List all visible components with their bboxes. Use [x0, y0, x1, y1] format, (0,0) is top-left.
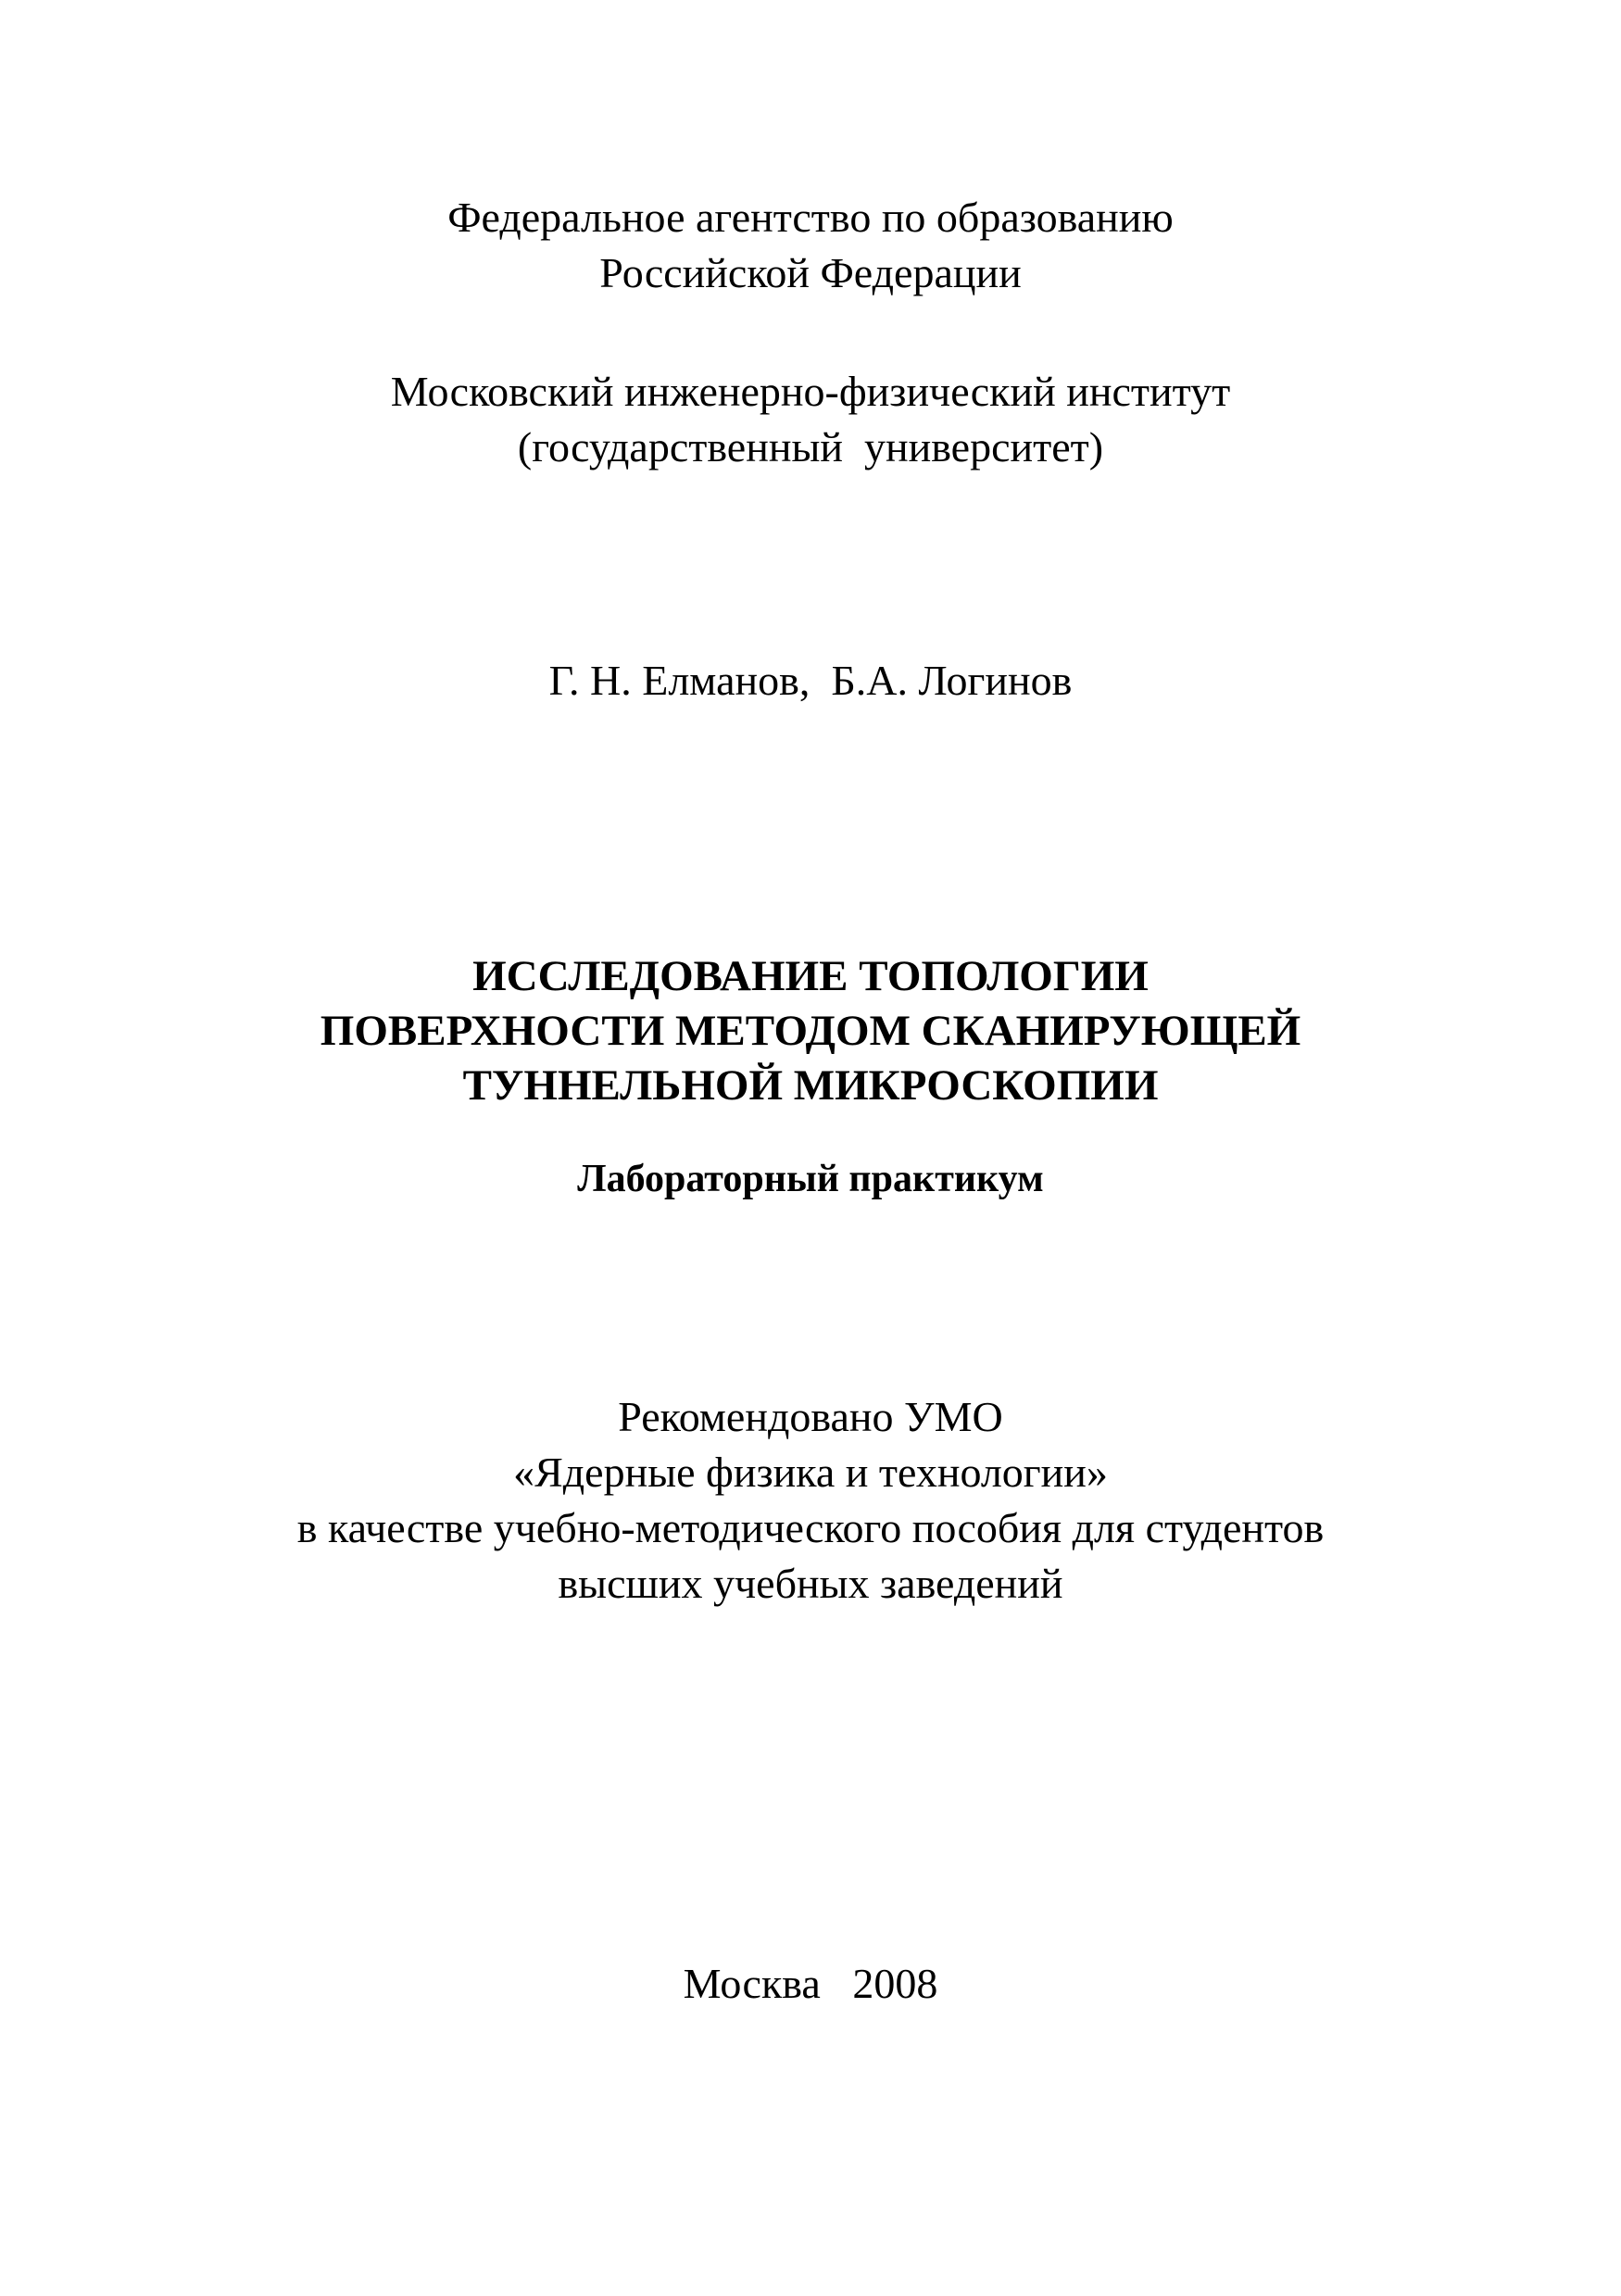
document-subtitle	[0, 1153, 1621, 1205]
authors-line: Г. Н. Елманов, Б.А. Логинов	[548, 657, 1073, 704]
imprint	[0, 1956, 1621, 2012]
recommendation	[0, 1389, 1621, 1612]
city-year: Москва 2008	[683, 1960, 938, 2007]
recommendation-line-2: «Ядерные физика и технологии»	[513, 1449, 1108, 1496]
document-title	[0, 949, 1621, 1113]
title-line-2: ПОВЕРХНОСТИ МЕТОДОМ СКАНИРУЮЩЕЙ	[320, 1007, 1301, 1055]
recommendation-line-4: высших учебных заведений	[558, 1560, 1063, 1607]
title-line-1: ИССЛЕДОВАНИЕ ТОПОЛОГИИ	[472, 952, 1149, 1000]
institute-line-2: (государственный университет)	[517, 423, 1104, 470]
agency-line-1: Федеральное агентство по образованию	[447, 194, 1174, 241]
agency-header	[0, 190, 1621, 301]
recommendation-line-3: в качестве учебно-методического пособия для студентов	[296, 1504, 1325, 1551]
authors	[0, 653, 1621, 709]
subtitle-line: Лабораторный практикум	[577, 1158, 1044, 1200]
recommendation-line-1: Рекомендовано УМО	[618, 1393, 1003, 1440]
institute-header	[0, 364, 1621, 475]
agency-line-2: Российской Федерации	[599, 249, 1022, 296]
title-line-3: ТУННЕЛЬНОЙ МИКРОСКОПИИ	[462, 1061, 1159, 1110]
institute-line-1: Московский инженерно-физический институт	[390, 368, 1231, 415]
